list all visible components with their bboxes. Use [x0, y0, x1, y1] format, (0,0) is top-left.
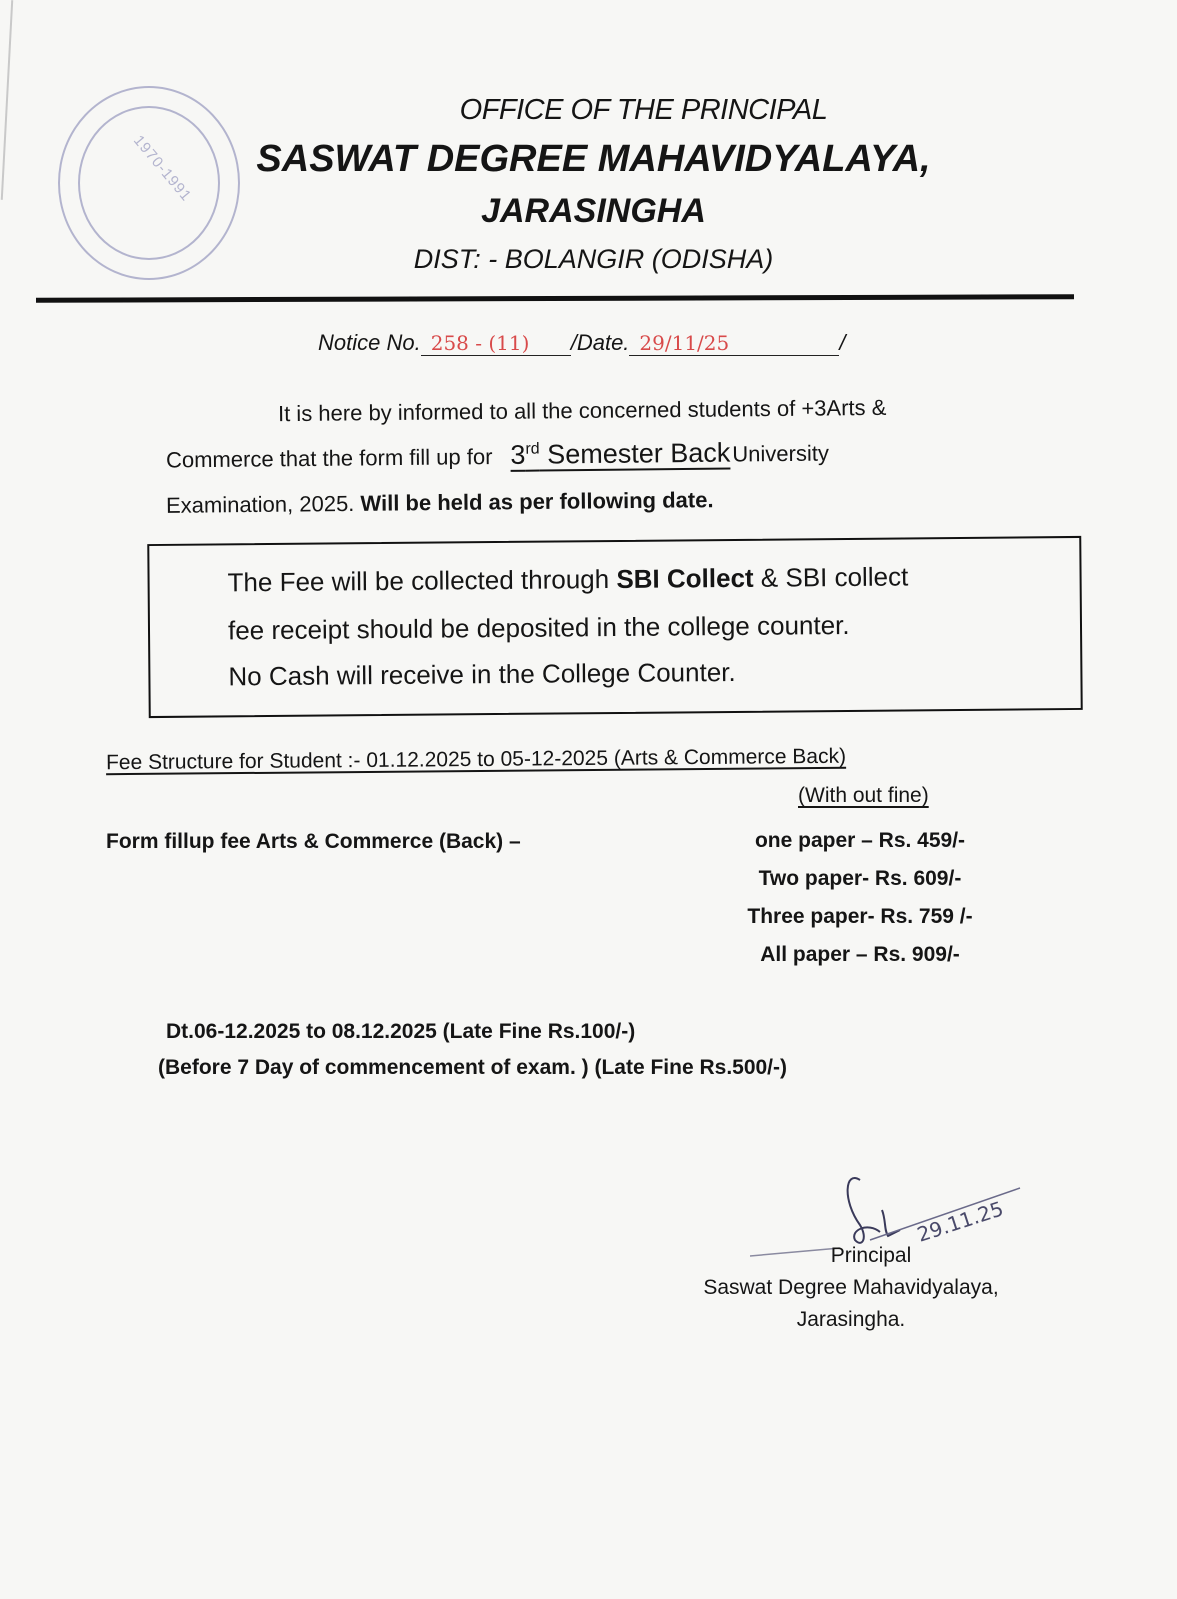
box-text: & SBI collect [753, 561, 909, 593]
fee-item: one paper – Rs. 459/- [754, 829, 966, 852]
date-value: 29/11/25 [629, 331, 839, 356]
semester-highlight [510, 438, 730, 470]
header-rule [36, 294, 1074, 303]
intro-text-exam: Examination, 2025. [165, 490, 355, 518]
notice-no-value: 258 - (11) [421, 331, 571, 356]
fee-item: Two paper- Rs. 609/- [758, 867, 962, 890]
notice-no-label: Notice No. [318, 330, 421, 355]
signatory-college: Saswat Degree Mahavidyalaya, [703, 1276, 999, 1299]
signature-block [676, 1240, 1026, 1336]
fee-structure-subtitle: (With out fine) [798, 784, 929, 807]
box-line-2: fee receipt should be deposited in the college counter. [227, 609, 850, 646]
sbi-collect-emphasis: SBI Collect [616, 562, 754, 594]
fee-item: All paper – Rs. 909/- [760, 943, 960, 966]
signatory-town: Jarasingha. [796, 1308, 906, 1331]
intro-line-2 [166, 437, 829, 475]
late-fee-line-2: (Before 7 Day of commencement of exam. ) (Late Fine Rs.500/-) [158, 1056, 788, 1079]
semester-suffix: rd [525, 440, 540, 458]
college-name: SASWAT DEGREE MAHAVIDYALAYA, [256, 138, 931, 180]
district-line: DIST: - BOLANGIR (ODISHA) [413, 244, 774, 274]
stamp-text: 1970-1991 [129, 132, 195, 205]
fee-list [700, 822, 1020, 974]
box-line-3: No Cash will receive in the College Counter. [228, 656, 736, 692]
signatory-title: Principal [830, 1244, 912, 1267]
intro-text-university: University [732, 440, 829, 467]
box-text: The Fee will be collected through [227, 563, 617, 598]
intro-text: Commerce that the form fill up for [165, 444, 493, 473]
box-line-1 [227, 561, 908, 598]
office-heading: OFFICE OF THE PRINCIPAL [459, 94, 828, 126]
end-slash: / [839, 330, 846, 355]
svg-text:29.11.25: 29.11.25 [914, 1196, 1007, 1247]
semester-number: 3 [510, 439, 526, 470]
semester-text: Semester Back [539, 437, 731, 470]
intro-text-schedule: Will be held as per following date. [354, 487, 714, 516]
date-label: /Date. [570, 330, 630, 355]
late-fee-line-1: Dt.06-12.2025 to 08.12.2025 (Late Fine Rs.100/-) [166, 1020, 636, 1043]
fee-item: Three paper- Rs. 759 /- [747, 905, 973, 928]
fee-structure-title: Fee Structure for Student :- 01.12.2025 to 05-12-2025 (Arts & Commerce Back) [105, 744, 847, 775]
college-town: JARASINGHA [481, 192, 706, 230]
payment-instructions-box [147, 536, 1082, 718]
intro-line-1: It is here by informed to all the concerned students of +3Arts & [277, 394, 887, 427]
fee-label: Form fillup fee Arts & Commerce (Back) – [106, 830, 521, 853]
intro-line-3 [166, 487, 714, 519]
notice-number-line [318, 330, 846, 356]
